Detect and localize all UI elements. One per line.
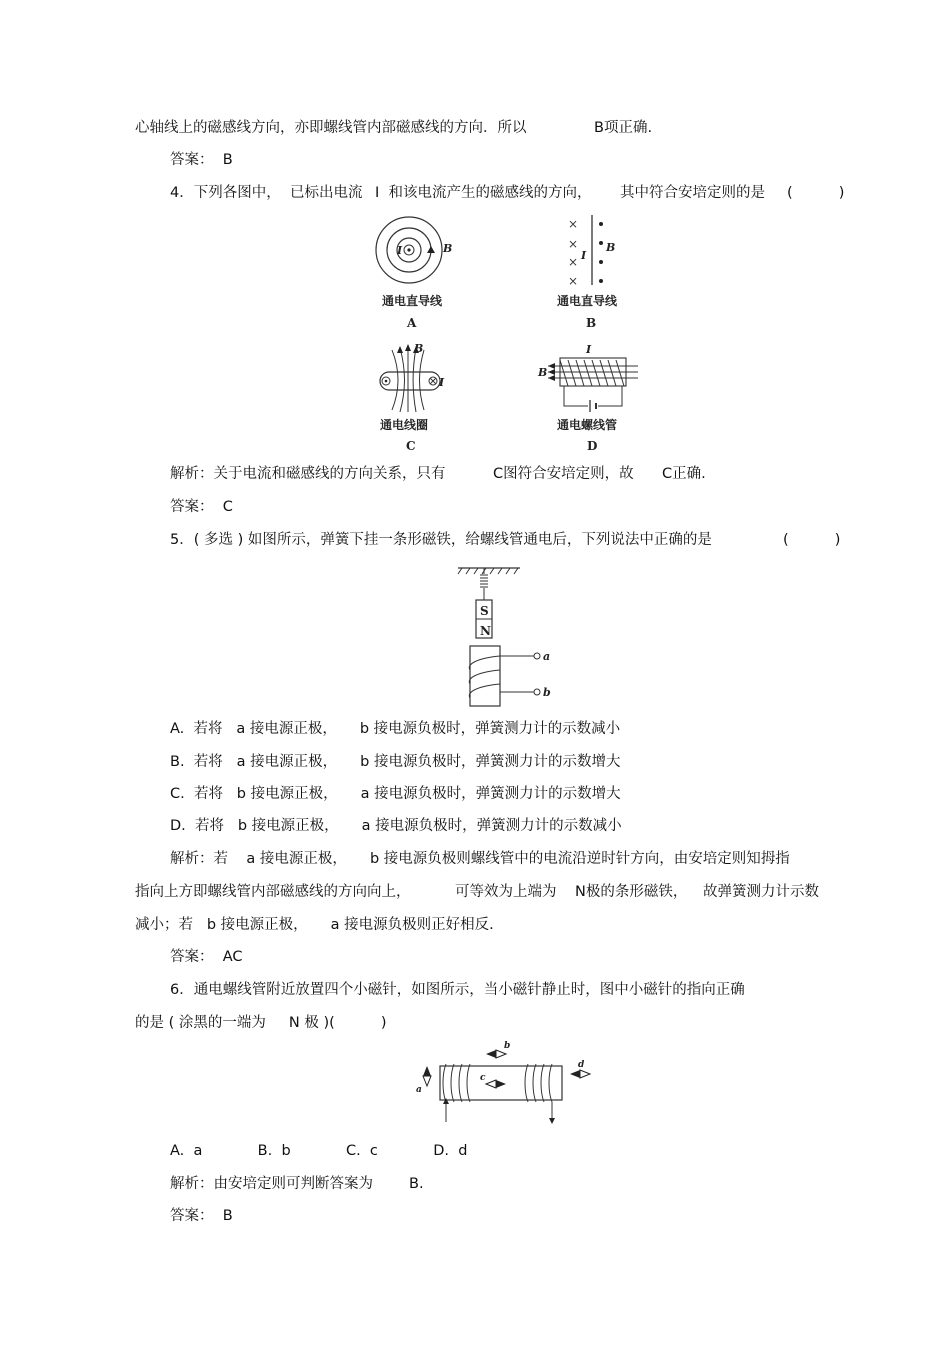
svg-text:×: ×: [568, 217, 579, 231]
text-line: B项正确.: [594, 120, 653, 136]
needle-d-label: d: [578, 1060, 585, 1070]
explanation-5: 故弹簧测力计示数: [703, 884, 819, 900]
label-b: B: [414, 342, 424, 355]
label-b: B: [606, 241, 616, 254]
explanation-5: 解析：若 a 接电源正极， b 接电源负极则螺线管中的电流沿逆时针方向，由安培定则知拇指: [170, 851, 790, 867]
figure-q4: [360, 210, 660, 460]
question-4: 4．下列各图中， 已标出电流: [170, 185, 363, 201]
terminal-a: a: [543, 650, 551, 663]
question-6: 的是 ( 涂黑的一端为 N 极 )( ): [135, 1015, 387, 1031]
svg-text:×: ×: [568, 237, 579, 251]
magnet-s: S: [480, 604, 489, 618]
figure-b: [557, 215, 618, 330]
text-line: 心轴线上的磁感线方向，亦即螺线管内部磁感线的方向．所以: [135, 120, 527, 136]
option-b: B. 若将 a 接电源正极， b 接电源负极时，弹簧测力计的示数增大: [170, 754, 621, 770]
figure-q6: [410, 1040, 600, 1130]
answer-3: 答案： B: [170, 152, 233, 168]
explanation-5: N极的条形磁铁，: [575, 884, 688, 900]
question-5: 5．( 多选 ) 如图所示，弹簧下挂一条形磁铁，给螺线管通电后，下列说法中正确的是: [170, 532, 712, 548]
label-b-letter: B: [586, 316, 597, 330]
explanation-5: 指向上方即螺线管内部磁感线的方向向上，: [135, 884, 411, 900]
answer-4: 答案： C: [170, 499, 233, 515]
question-6: 6．通电螺线管附近放置四个小磁针，如图所示，当小磁针静止时，图中小磁针的指向正确: [170, 982, 745, 998]
explanation-4: 解析：关于电流和磁感线的方向关系，只有: [170, 466, 446, 482]
label-b: B: [443, 242, 453, 255]
label-i: I: [581, 249, 587, 262]
terminal-b: b: [543, 686, 551, 699]
svg-text:×: ×: [568, 274, 579, 288]
option-a: A. 若将 a 接电源正极， b 接电源负极时，弹簧测力计的示数减小: [170, 721, 621, 737]
explanation-4: C图符合安培定则，故: [493, 466, 634, 482]
caption-a: 通电直导线: [382, 294, 443, 308]
figure-d: [537, 343, 638, 453]
svg-text:×: ×: [568, 255, 579, 269]
label-a: A: [407, 316, 417, 330]
caption-c: 通电线圈: [380, 418, 429, 432]
figure-q5: [440, 560, 570, 710]
figure-c: [380, 342, 445, 453]
answer-5: 答案： AC: [170, 949, 243, 965]
label-i: I: [586, 343, 592, 356]
label-b: B: [538, 366, 548, 379]
needle-a-label: a: [416, 1085, 422, 1095]
needle-c-label: c: [480, 1073, 486, 1083]
answer-paren: ( ): [783, 532, 841, 548]
label-i: I: [397, 244, 403, 257]
question-4: I 和该电流产生的磁感线的方向，: [375, 185, 592, 201]
explanation-5: 减小；若 b 接电源正极， a 接电源负极则正好相反.: [135, 917, 494, 933]
explanation-6: B.: [409, 1176, 424, 1192]
options-6: A. a B. b C. c D. d: [170, 1143, 468, 1159]
answer-6: 答案： B: [170, 1208, 233, 1224]
option-c: C. 若将 b 接电源正极， a 接电源负极时，弹簧测力计的示数增大: [170, 786, 621, 802]
magnet-n: N: [480, 624, 491, 638]
caption-d: 通电螺线管: [557, 418, 618, 432]
option-d: D. 若将 b 接电源正极， a 接电源负极时，弹簧测力计的示数减小: [170, 818, 622, 834]
needle-b-label: b: [504, 1041, 511, 1051]
label-d: D: [587, 439, 598, 453]
caption-b: 通电直导线: [557, 294, 618, 308]
explanation-5: 可等效为上端为: [455, 884, 557, 900]
label-c: C: [406, 439, 416, 453]
figure-a: [376, 217, 452, 330]
explanation-4: C正确.: [662, 466, 706, 482]
explanation-6: 解析：由安培定则可判断答案为: [170, 1176, 373, 1192]
label-i: I: [439, 376, 445, 389]
question-4: 其中符合安培定则的是: [620, 185, 765, 201]
answer-paren: ( ): [787, 185, 845, 201]
